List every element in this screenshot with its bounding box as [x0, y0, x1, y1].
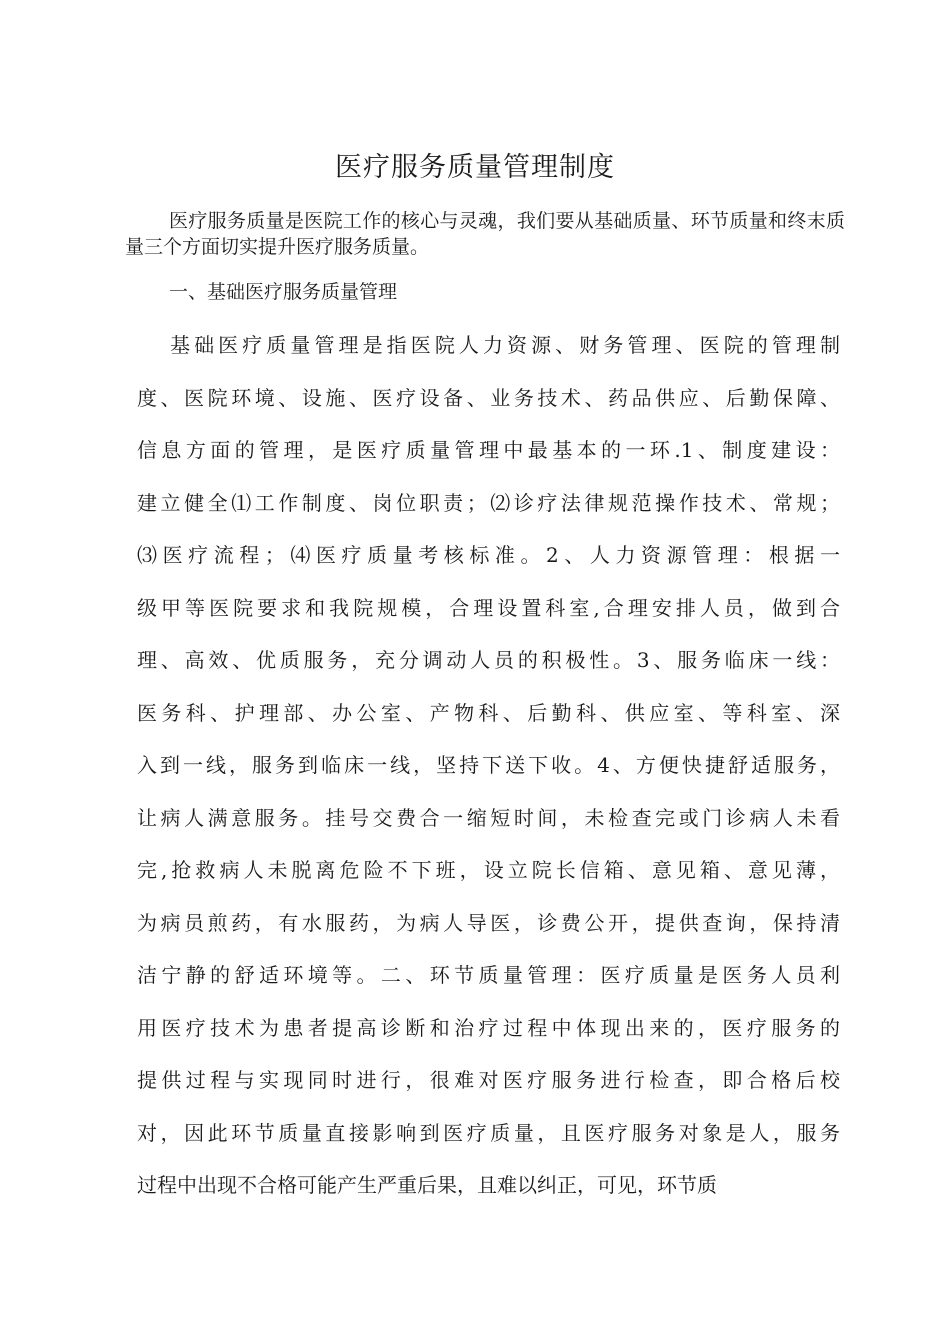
intro-paragraph: 医疗服务质量是医院工作的核心与灵魂，我们要从基础质量、环节质量和终末质量三个方面切实提升医疗服务质量。: [125, 210, 845, 258]
text-line: 度、医院环境、设施、医疗设备、业务技术、药品供应、后勤保障、: [137, 385, 840, 410]
body-paragraph: [137, 327, 840, 1220]
text-line: ⑶医疗流程；⑷医疗质量考核标准。2、人力资源管理：根据一: [137, 543, 840, 567]
text-line: 医务科、护理部、办公室、产物科、后勤科、供应室、等科室、深: [137, 700, 840, 725]
text-line: 完,抢救病人未脱离危险不下班，设立院长信箱、意见箱、意见薄，: [137, 858, 840, 882]
text-line: 为病员煎药，有水服药，为病人导医，诊费公开，提供查询，保持清: [137, 910, 840, 935]
text-line: 让病人满意服务。挂号交费合一缩短时间，未检查完或门诊病人未看: [137, 805, 840, 830]
text-line: 洁宁静的舒适环境等。二、环节质量管理：医疗质量是医务人员利: [137, 963, 840, 987]
text-line: 对，因此环节质量直接影响到医疗质量，且医疗服务对象是人，服务: [137, 1120, 840, 1145]
text-line: 级甲等医院要求和我院规模，合理设置科室,合理安排人员，做到合: [137, 595, 840, 620]
text-line: 理、高效、优质服务，充分调动人员的积极性。3、服务临床一线：: [137, 648, 840, 672]
text-line: 用医疗技术为患者提高诊断和治疗过程中体现出来的，医疗服务的: [137, 1015, 840, 1040]
text-line: 基础医疗质量管理是指医院人力资源、财务管理、医院的管理制: [170, 333, 840, 357]
text-line: 信息方面的管理，是医疗质量管理中最基本的一环.1、制度建设：: [137, 438, 840, 462]
text-line: 过程中出现不合格可能产生严重后果，且难以纠正，可见，环节质: [137, 1173, 717, 1197]
text-line: 入到一线，服务到临床一线，坚持下送下收。4、方便快捷舒适服务，: [137, 753, 840, 777]
text-line: 建立健全⑴工作制度、岗位职责；⑵诊疗法律规范操作技术、常规；: [137, 490, 840, 515]
text-line: 提供过程与实现同时进行，很难对医疗服务进行检查，即合格后校: [137, 1068, 840, 1092]
section-heading: 一、基础医疗服务质量管理: [169, 281, 398, 303]
document-title: 医疗服务质量管理制度: [335, 152, 615, 183]
